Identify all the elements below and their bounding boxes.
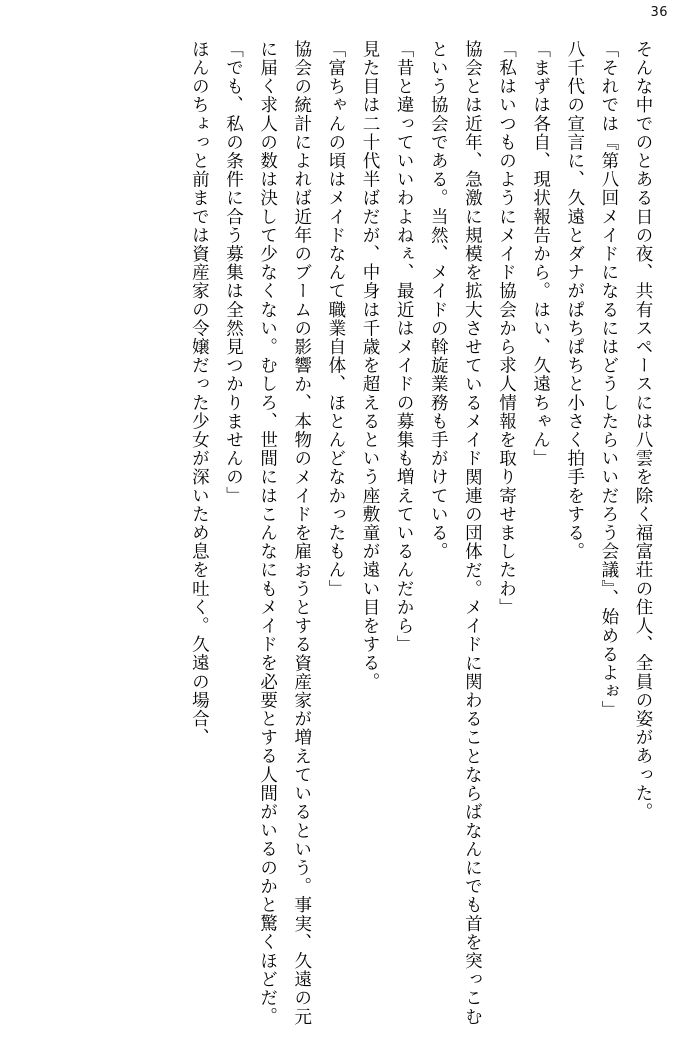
paragraph: 見た目は二十代半ばだが、中身は千歳を超えるという座敷童が遠い目をする。	[360, 40, 380, 691]
paragraph: 「昔と違っていいわよねぇ、最近はメイドの募集も増えているんだから」	[394, 40, 415, 654]
paragraph: 「それでは『第八回メイドになるにはどうしたらいいだろう会議』、始めるよぉ」	[598, 40, 619, 720]
page-body-text	[28, 40, 660, 1026]
paragraph: そんな中でのとある日の夜、共有スペースには八雲を除く福富荘の住人、全員の姿があった。	[633, 40, 653, 822]
paragraph: 「まずは各自、現状報告から。はい、久遠ちゃん」	[530, 40, 551, 468]
paragraph: 「私はいつものようにメイド協会から求人情報を取り寄せましたわ」	[496, 40, 517, 617]
page-number: 36	[650, 5, 668, 20]
paragraph: ほんのちょっと前までは資産家の令嬢だった少女が深いため息を吐く。久遠の場合、	[189, 40, 210, 747]
paragraph: 「でも、私の条件に合う募集は全然見つかりませんの」	[223, 40, 244, 505]
paragraph: 八千代の宣言に、久遠とダナがぱちぱちと小さく拍手をする。	[564, 40, 585, 561]
paragraph: 協会とは近年、急激に規模を拡大させているメイド関連の団体だ。メイドに関わることならばなんにでも首を突っこむという協会である。当然、メイドの斡旋業務も手がけている。	[428, 40, 483, 1026]
paragraph: 「富ちゃんの頃はメイドなんて職業自体、ほとんどなかったもん」	[325, 40, 346, 598]
paragraph: 協会の統計によれば近年のブームの影響か、本物のメイドを雇おうとする資産家が増えているという。事実、久遠の元に届く求人の数は決して少なくない。むしろ、世間にはこんなにもメイドを必要とする人間がいるのかと驚くほどだ。	[257, 40, 312, 1026]
